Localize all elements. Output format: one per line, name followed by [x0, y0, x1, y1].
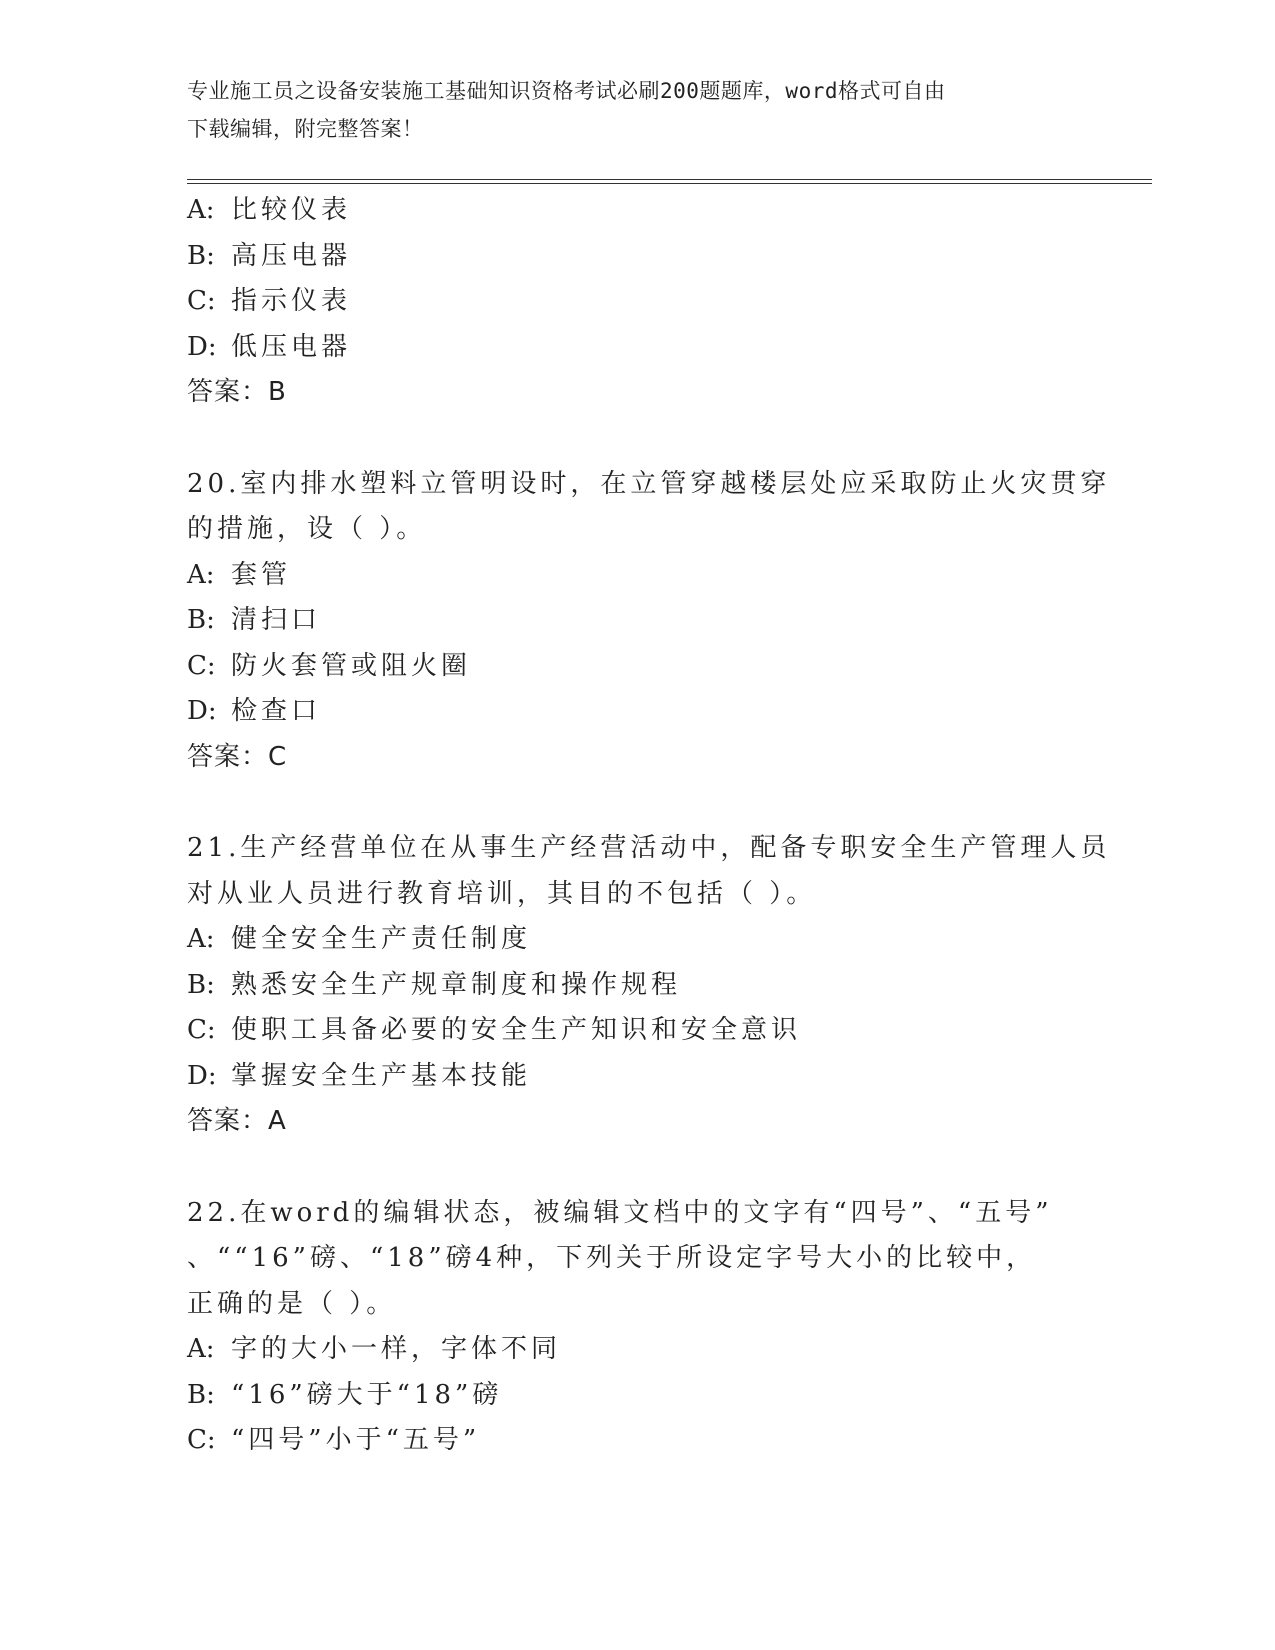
option-d: D: 掌握安全生产基本技能 — [187, 1060, 532, 1091]
question-text-line-2: 的措施，设（ ）。 — [187, 514, 427, 544]
question-text-line-2: 对从业人员进行教育培训，其目的不包括（ ）。 — [187, 878, 817, 909]
question-text-line-1: 21.生产经营单位在从事生产经营活动中，配备专职安全生产管理人员 — [187, 833, 1111, 863]
header-rule-top — [187, 179, 1152, 180]
question-text-line-1: 20.室内排水塑料立管明设时，在立管穿越楼层处应采取防止火灾贯穿 — [187, 468, 1111, 499]
option-b: B: 熟悉安全生产规章制度和操作规程 — [187, 969, 682, 1000]
option-d: D: 检查口 — [187, 696, 322, 726]
question-text-line-1: 22.在word的编辑状态，被编辑文档中的文字有“四号”、“五号” — [187, 1197, 1053, 1228]
option-b: B: “16”磅大于“18”磅 — [187, 1379, 503, 1410]
option-c: C: 指示仪表 — [187, 286, 352, 316]
option-a: A: 比较仪表 — [187, 195, 352, 225]
question-list — [187, 188, 1111, 1464]
answer: 答案：B — [187, 377, 287, 407]
answer: 答案：A — [187, 1106, 287, 1136]
question-21 — [187, 826, 1111, 1145]
option-c: C: “四号”小于“五号” — [187, 1425, 481, 1455]
header-line-1: 专业施工员之设备安装施工基础知识资格考试必刷200题题库，word格式可自由 — [187, 79, 946, 103]
header-rule-bottom — [187, 183, 1152, 184]
question-20 — [187, 462, 1111, 781]
option-d: D: 低压电器 — [187, 331, 352, 362]
document-header — [187, 72, 1067, 148]
option-b: B: 清扫口 — [187, 605, 322, 635]
option-b: B: 高压电器 — [187, 240, 352, 271]
spacer — [187, 780, 1087, 826]
answer: 答案：C — [187, 741, 288, 772]
option-a: A: 健全安全生产责任制度 — [187, 924, 532, 954]
question-text-line-2: 、““16”磅、“18”磅4种，下列关于所设定字号大小的比较中， — [187, 1243, 1037, 1273]
option-a: A: 套管 — [187, 559, 292, 590]
header-line-2: 下载编辑，附完整答案！ — [187, 117, 424, 141]
spacer — [187, 1145, 1087, 1191]
question-19 — [187, 188, 1087, 416]
option-c: C: 使职工具备必要的安全生产知识和安全意识 — [187, 1015, 802, 1045]
question-text-line-3: 正确的是（ ）。 — [187, 1288, 397, 1319]
option-a: A: 字的大小一样，字体不同 — [187, 1334, 562, 1364]
spacer — [187, 416, 1087, 462]
option-c: C: 防火套管或阻火圈 — [187, 650, 472, 681]
question-22 — [187, 1191, 1087, 1464]
